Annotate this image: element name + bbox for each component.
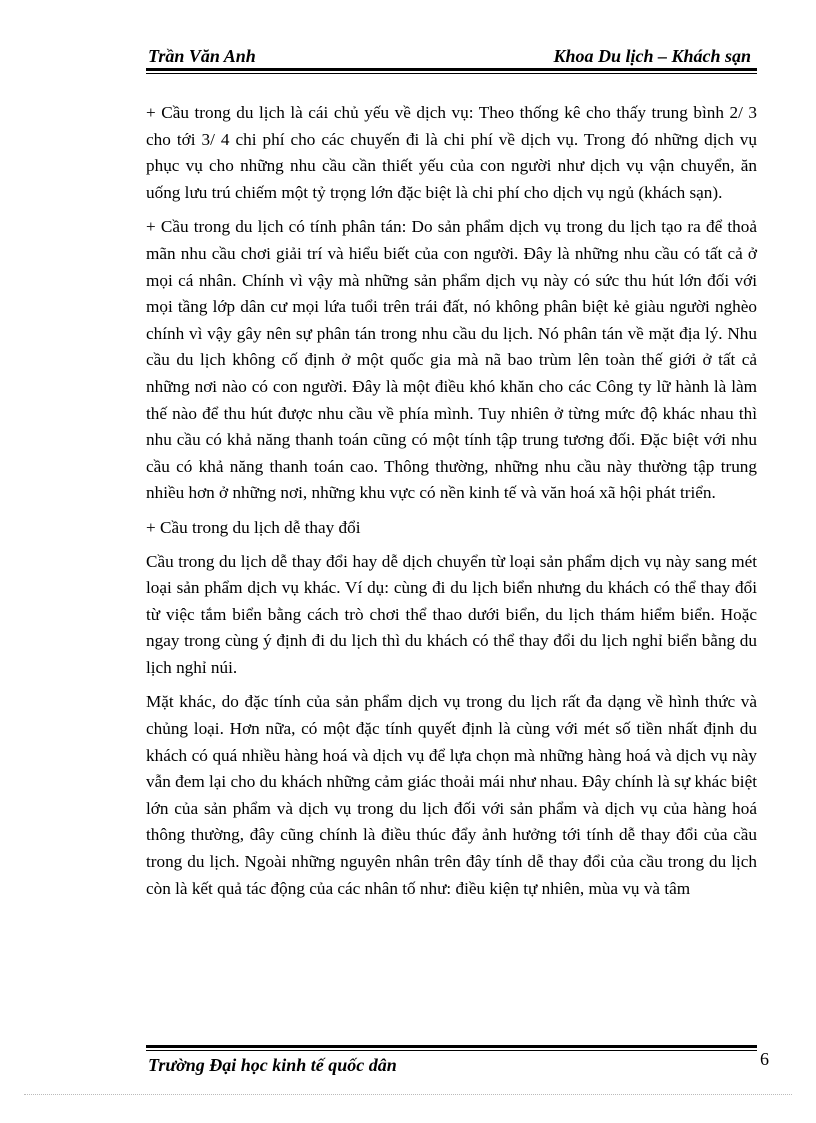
header-rule-thin	[146, 73, 757, 74]
footer-rule-thin	[146, 1050, 757, 1051]
page-boundary-line	[24, 1094, 792, 1095]
paragraph-demand-changeable: Cầu trong du lịch dễ thay đổi hay dễ dịch chuyển từ loại sản phẩm dịch vụ này sang mét loại sản phẩm dịch vụ khác. Ví dụ: cùng đi du lịch biển nhưng du khách có thể thay đổi từ việc tắm biển bằng cách trò chơi thể thao dưới biển, du lịch thám hiểm biển. Hoặc ngay trong cùng ý định đi du lịch thì du khách có thể thay đổi du lịch nghỉ biển bằng du lịch nghỉ núi.	[146, 551, 757, 677]
header-department: Khoa Du lịch – Khách sạn	[553, 46, 751, 66]
page-number: 6	[760, 1049, 769, 1069]
header-author: Trần Văn Anh	[148, 46, 256, 66]
paragraph-demand-services: + Cầu trong du lịch là cái chủ yếu về dịch vụ: Theo thống kê cho thấy trung bình 2/ 3 cho tới 3/ 4 chi phí cho các chuyến đi là chi phí về dịch vụ. Trong đó những dịch vụ phục vụ cho những nhu cầu cần thiết yếu của con người như dịch vụ vận chuyển, ăn uống lưu trú chiếm một tỷ trọng lớn đặc biệt là chi phí cho dịch vụ ngủ (khách sạn).	[146, 103, 757, 202]
footer-rule-thick	[146, 1045, 757, 1048]
page-header	[146, 46, 757, 72]
paragraph-demand-changeable-heading: + Cầu trong du lịch dễ thay đổi	[146, 517, 361, 537]
header-rule-thick	[146, 68, 757, 71]
body-text	[146, 100, 757, 910]
paragraph-demand-dispersed: + Cầu trong du lịch có tính phân tán: Do sản phẩm dịch vụ trong du lịch tạo ra để thoả mãn nhu cầu chơi giải trí và hiểu biết của con người. Đây là những nhu cầu có tất cả ở mọi cá nhân. Chính vì vậy mà những sản phẩm dịch vụ này có sức thu hút lớn đối với mọi tầng lớp dân cư mọi lứa tuổi trên trái đất, nó không phân biệt kẻ giàu người nghèo chính vì vậy gây nên sự phân tán trong nhu cầu du lịch. Nó phân tán về mặt địa lý. Nhu cầu du lịch không cố định ở một quốc gia mà nã bao trùm lên toàn thế giới ở tất cả những nơi nào có con người. Đây là một điều khó khăn cho các Công ty lữ hành là làm thế nào để thu hút được nhu cầu về phía mình. Tuy nhiên ở từng mức độ khác nhau thì nhu cầu có khả năng thanh toán cũng có một tính tập trung tương đối. Đặc biệt với nhu cầu có khả năng thanh toán cao. Thông thường, những nhu cầu này thường tập trung nhiều hơn ở những nơi, những khu vực có nền kinh tế và văn hoá xã hội phát triển.	[146, 217, 757, 503]
paragraph-other-hand: Mặt khác, do đặc tính của sản phẩm dịch vụ trong du lịch rất đa dạng về hình thức và chủng loại. Hơn nữa, có một đặc tính quyết định là cùng với mét số tiền nhất định du khách có quá nhiều hàng hoá và dịch vụ để lựa chọn mà những hàng hoá và dịch vụ này vẫn đem lại cho du khách những cảm giác thoải mái như nhau. Đây chính là sự khác biệt lớn của sản phẩm và dịch vụ trong du lịch đối với sản phẩm và dịch vụ của hàng hoá thông thường, đây cũng chính là điều thúc đẩy ảnh hưởng tới tính dễ thay đổi của cầu trong du lịch. Ngoài những nguyên nhân trên đây tính dễ thay đổi của cầu trong du lịch còn là kết quả tác động của các nhân tố như: điều kiện tự nhiên, mùa vụ và tâm	[146, 692, 757, 898]
footer-university: Trường Đại học kinh tế quốc dân	[148, 1055, 397, 1075]
page-footer	[146, 1043, 769, 1083]
